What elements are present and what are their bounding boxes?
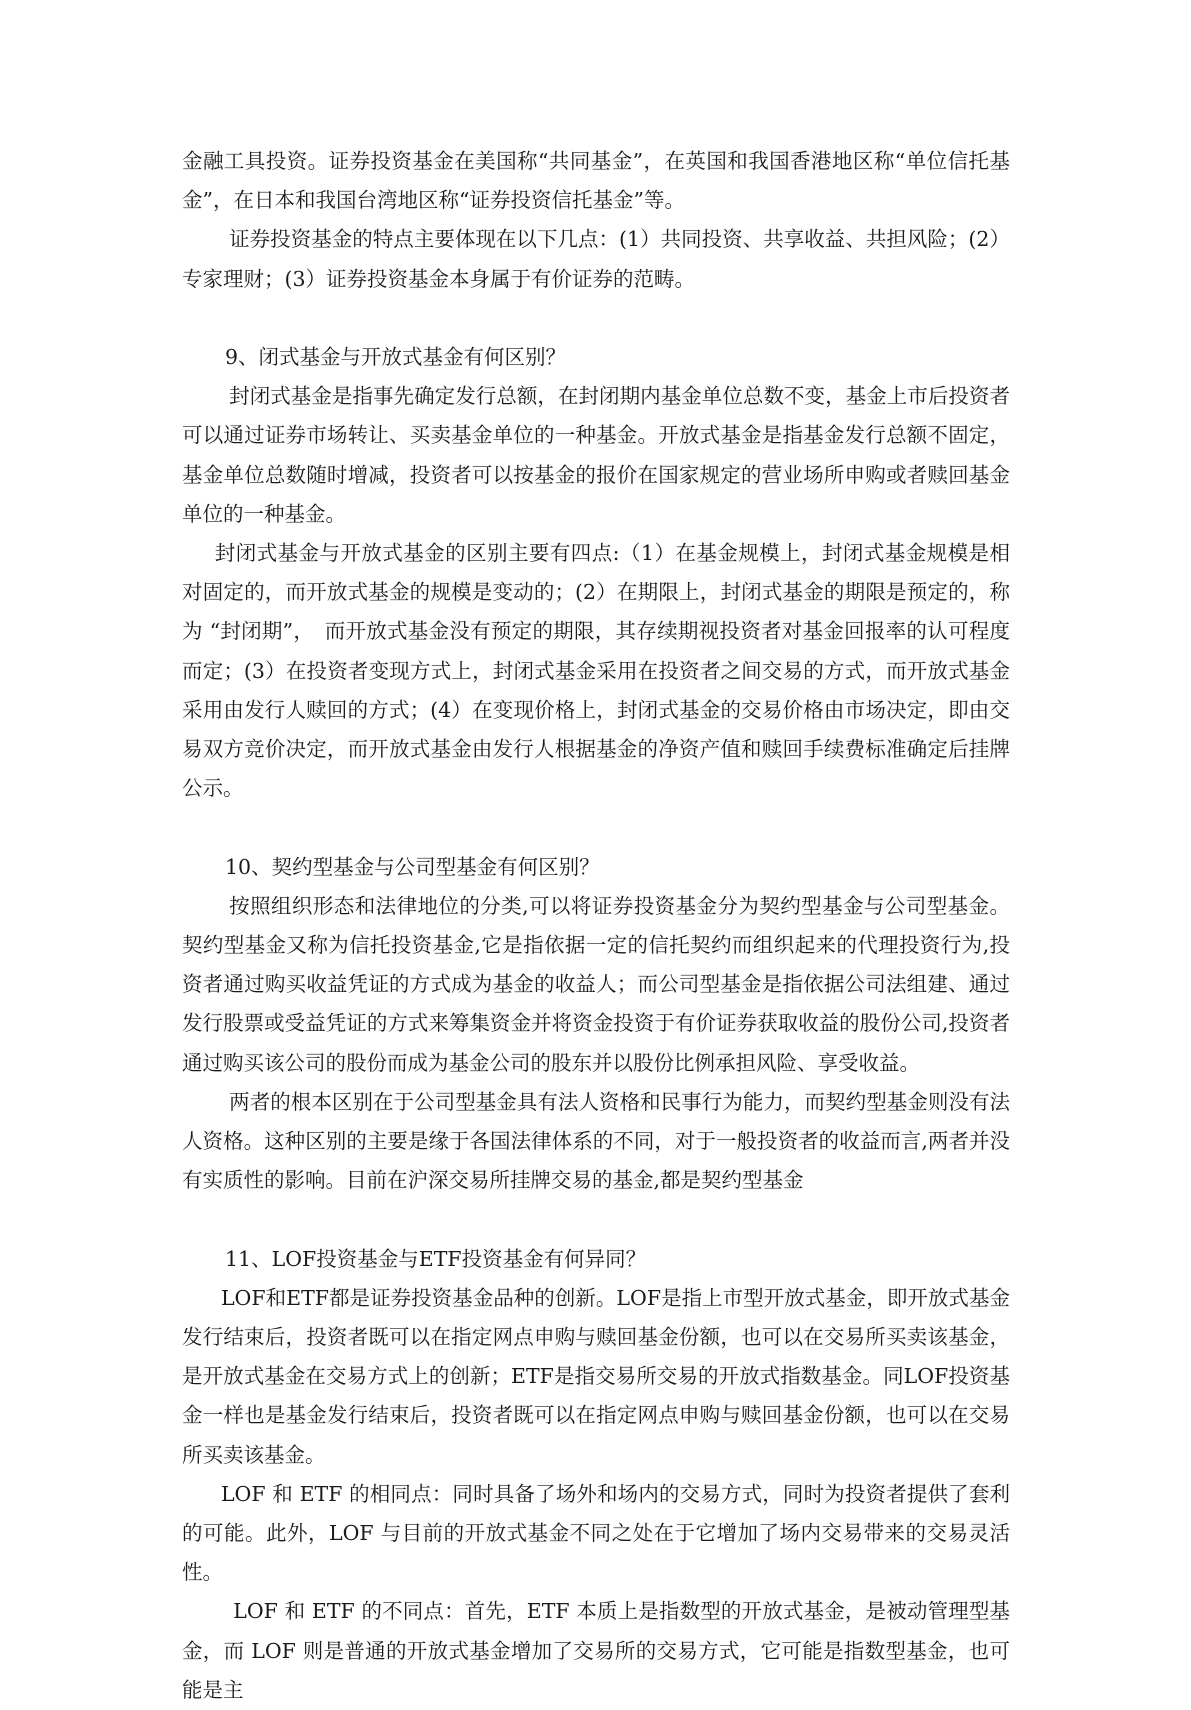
body-paragraph: 金融工具投资。证券投资基金在美国称“共同基金”，在英国和我国香港地区称“单位信托基金”，在日本和我国台湾地区称“证券投资信托基金”等。 (182, 149, 1010, 213)
body-paragraph: 两者的根本区别在于公司型基金具有法人资格和民事行为能力，而契约型基金则没有法人资格。这种区别的主要是缘于各国法律体系的不同，对于一般投资者的收益而言,两者并没有实质性的影响。目前在沪深交易所挂牌交易的基金,都是契约型基金 (182, 1089, 1010, 1193)
document-page (182, 142, 1010, 1710)
body-paragraph: LOF 和 ETF 的不同点：首先，ETF 本质上是指数型的开放式基金，是被动管理型基金，而 LOF 则是普通的开放式基金增加了交易所的交易方式，它可能是指数型基金，也可能是主 (182, 1599, 1010, 1702)
body-paragraph: 封闭式基金是指事先确定发行总额，在封闭期内基金单位总数不变，基金上市后投资者可以通过证券市场转让、买卖基金单位的一种基金。开放式基金是指基金发行总额不固定，基金单位总数随时增减，投资者可以按基金的报价在国家规定的营业场所申购或者赎回基金单位的一种基金。 (182, 384, 1010, 526)
body-paragraph: 证券投资基金的特点主要体现在以下几点：(1）共同投资、共享收益、共担风险；(2）专家理财；(3）证券投资基金本身属于有价证券的范畴。 (182, 227, 1010, 291)
question-heading-9: 9、闭式基金与开放式基金有何区别？ (225, 345, 567, 369)
body-paragraph: 按照组织形态和法律地位的分类,可以将证券投资基金分为契约型基金与公司型基金。契约型基金又称为信托投资基金,它是指依据一定的信托契约而组织起来的代理投资行为,投资者通过购买收益凭证的方式成为基金的收益人；而公司型基金是指依据公司法组建、通过发行股票或受益凭证的方式来筹集资金并将资金投资于有价证券获取收益的股份公司,投资者通过购买该公司的股份而成为基金公司的股东并以股份比例承担风险、享受收益。 (182, 893, 1010, 1075)
body-paragraph: 封闭式基金与开放式基金的区别主要有四点:（1）在基金规模上，封闭式基金规模是相对固定的，而开放式基金的规模是变动的；(2）在期限上，封闭式基金的期限是预定的，称为 “封闭期”， 而开放式基金没有预定的期限，其存续期视投资者对基金回报率的认可程度而定；(3）在投资者变现方式上，封闭式基金采用在投资者之间交易的方式，而开放式基金采用由发行人赎回的方式；(4）在变现价格上，封闭式基金的交易价格由市场决定，即由交易双方竞价决定，而开放式基金由发行人根据基金的净资产值和赎回手续费标准确定后挂牌公示。 (182, 541, 1010, 801)
body-paragraph: LOF和ETF都是证券投资基金品种的创新。LOF是指上市型开放式基金，即开放式基金发行结束后，投资者既可以在指定网点申购与赎回基金份额，也可以在交易所买卖该基金，是开放式基金在交易方式上的创新；ETF是指交易所交易的开放式指数基金。同LOF投资基金一样也是基金发行结束后，投资者既可以在指定网点申购与赎回基金份额，也可以在交易所买卖该基金。 (182, 1285, 1010, 1467)
body-paragraph: LOF 和 ETF 的相同点：同时具备了场外和场内的交易方式，同时为投资者提供了套利的可能。此外，LOF 与目前的开放式基金不同之处在于它增加了场内交易带来的交易灵活性。 (182, 1481, 1010, 1585)
question-heading-11: 11、LOF投资基金与ETF投资基金有何异同？ (225, 1246, 647, 1271)
question-heading-10: 10、契约型基金与公司型基金有何区别？ (225, 854, 600, 879)
